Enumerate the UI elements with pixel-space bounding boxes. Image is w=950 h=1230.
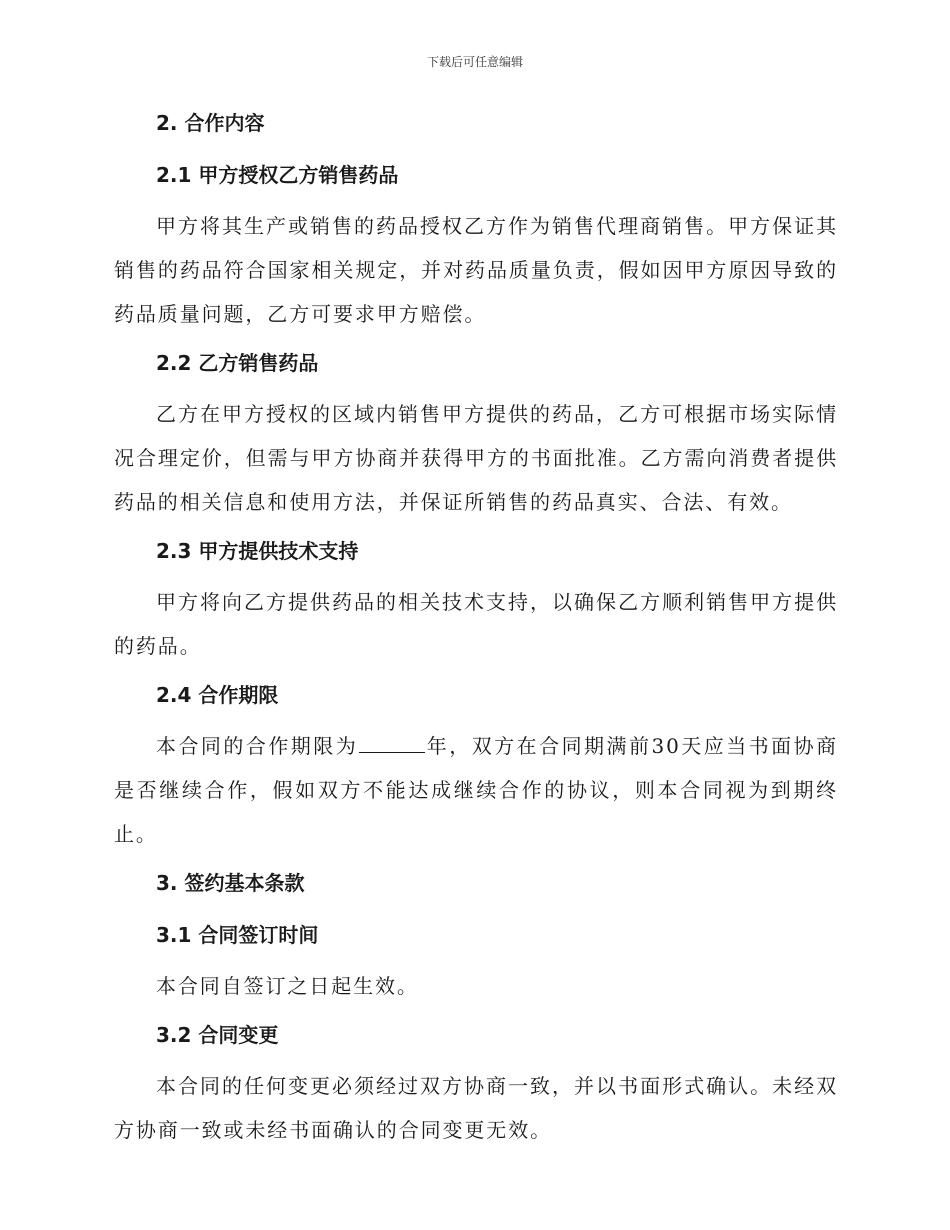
section-3-2-paragraph: 本合同的任何变更必须经过双方协商一致，并以书面形式确认。未经双方协商一致或未经书面确认的合同变更无效。 [114,1074,838,1142]
document-body [114,108,838,1164]
section-2-1-heading: 2.1 甲方授权乙方销售药品 [156,163,399,187]
section-2-2-paragraph: 乙方在甲方授权的区域内销售甲方提供的药品，乙方可根据市场实际情况合理定价，但需与甲方协商并获得甲方的书面批准。乙方需向消费者提供药品的相关信息和使用方法，并保证所销售的药品真实、合法、有效。 [114,402,838,514]
section-2-1-paragraph: 甲方将其生产或销售的药品授权乙方作为销售代理商销售。甲方保证其销售的药品符合国家相关规定，并对药品质量负责，假如因甲方原因导致的药品质量问题，乙方可要求甲方赔偿。 [114,214,838,326]
section-2-4-heading: 2.4 合作期限 [156,683,279,707]
section-2-2-heading: 2.2 乙方销售药品 [156,351,319,375]
section-2-4-paragraph [114,724,838,856]
section-2-heading: 2. 合作内容 [156,111,265,135]
section-3-2-heading: 3.2 合同变更 [156,1023,279,1047]
term-years-blank [359,734,425,753]
term-text-before: 本合同的合作期限为 [156,734,359,758]
section-3-1-paragraph: 本合同自签订之日起生效。 [156,974,419,998]
section-3-heading: 3. 签约基本条款 [156,871,305,895]
section-2-3-paragraph: 甲方将向乙方提供药品的相关技术支持，以确保乙方顺利销售甲方提供的药品。 [114,590,838,658]
section-2-3-heading: 2.3 甲方提供技术支持 [156,539,359,563]
section-3-1-heading: 3.1 合同签订时间 [156,923,319,947]
page-header: 下载后可任意编辑 [426,55,523,69]
term-text-after: 年，双方在合同期满前30天应当书面协商是否继续合作，假如双方不能达成继续合作的协议，则本合同视为到期终止。 [114,734,838,846]
